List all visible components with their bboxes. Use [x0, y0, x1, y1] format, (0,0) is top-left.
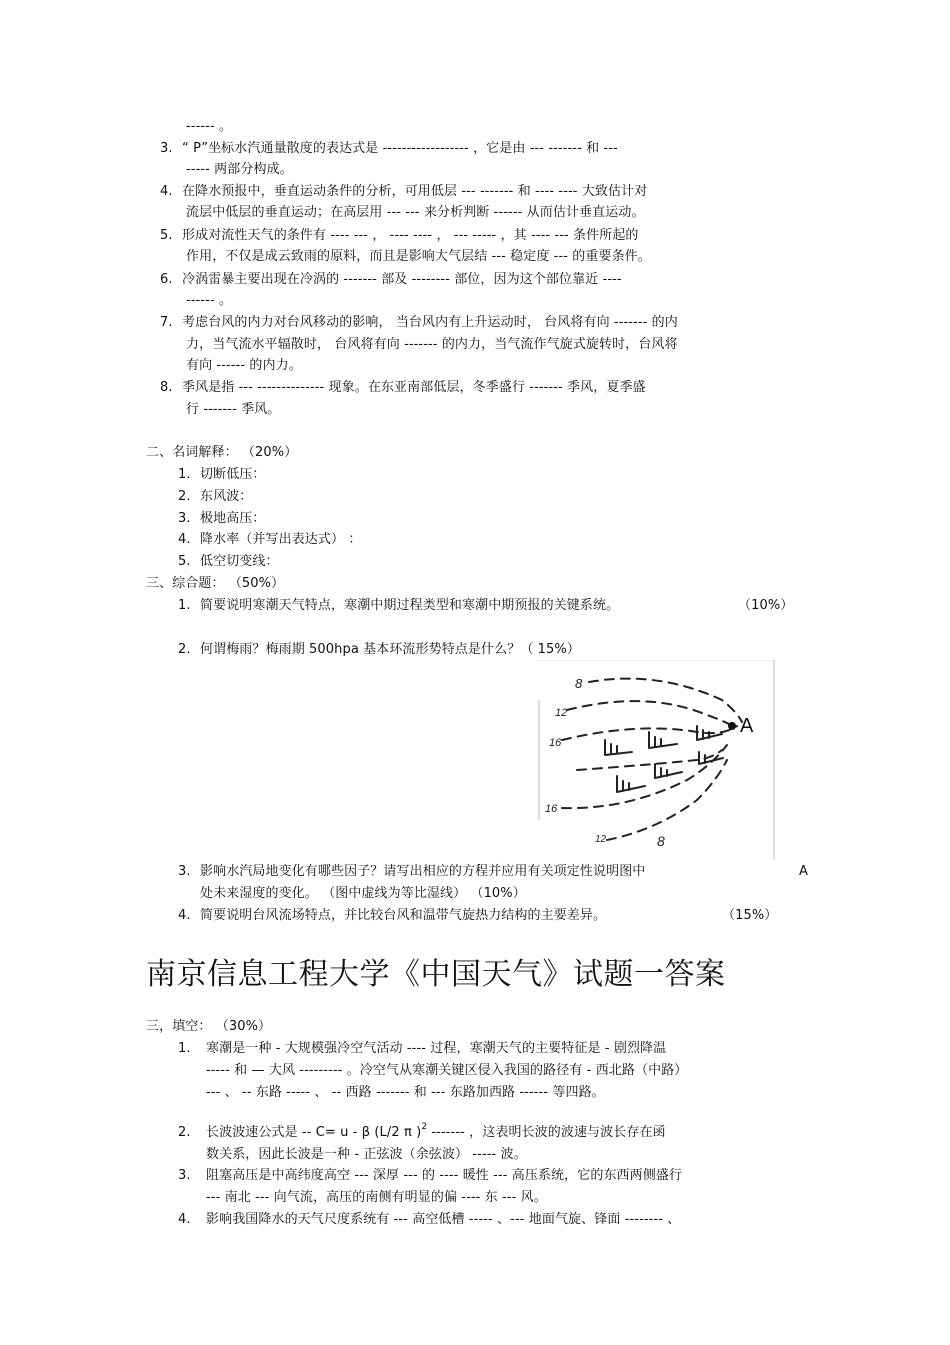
q7-line2: 力，当气流水平辐散时， 台风将有向 ------- 的内力，当气流作气旋式旋转时，台风将 [186, 337, 678, 352]
q5-line2: 作用，不仅是成云致雨的原料，而且是影响大气层结 --- 稳定度 --- 的重要条件。 [186, 249, 651, 264]
isohume-label-upper: 12 [555, 707, 568, 719]
q6-line1: 6. 冷涡雷暴主要出现在冷涡的 ------- 部及 -------- 部位，因为这个部位靠近 ---- [160, 272, 622, 287]
q4-line2: 流层中低层的垂直运动；在高层用 --- --- 来分析判断 ------ 从而估计垂直运动。 [186, 205, 645, 220]
q8-line2: 行 ------- 季风。 [186, 402, 281, 417]
term-5: 5. 低空切变线： [178, 554, 279, 569]
ans4-line1: 4. 影响我国降水的天气尺度系统有 --- 高空低槽 ----- 、--- 地面气旋、锋面 -------- 、 [178, 1212, 681, 1227]
isohume-sketch [537, 660, 775, 860]
ans1-line1: 1. 寒潮是一种 - 大规模强冷空气活动 ---- 过程，寒潮天气的主要特征是 - 剧烈降温 [178, 1041, 667, 1056]
isohume-label-bottom: 8 [657, 833, 665, 849]
comp-q3-line2: 处未来湿度的变化。 （图中虚线为等比湿线） （10%） [200, 886, 526, 901]
section2-heading: 二、名词解释： （20%） [146, 445, 298, 460]
q2-tail-line: ------ 。 [186, 119, 233, 134]
q7-line3: 有向 ------ 的内力。 [186, 358, 302, 373]
ans1-line2: ----- 和 — 大风 --------- 。冷空气从寒潮关键区侵入我国的路径有 - 西北路（中路） [206, 1063, 688, 1078]
q5-line1: 5. 形成对流性天气的条件有 ---- --- ， ---- ---- ， --- ----- ，其 ---- --- 条件所起的 [160, 228, 639, 243]
answer-heading: 三，填空： （30%） [146, 1019, 272, 1034]
point-a-label: A [740, 715, 754, 737]
q8-line1: 8. 季风是指 --- -------------- 现象。在东亚南部低层，冬季盛行 ------- 季风，夏季盛 [160, 380, 646, 395]
comp-q1: 1. 简要说明寒潮天气特点，寒潮中期过程类型和寒潮中期预报的关键系统。 [178, 598, 620, 613]
term-1: 1. 切断低压： [178, 467, 266, 482]
ans2-line2: 数关系，因此长波是一种 - 正弦波（余弦波） ----- 波。 [206, 1147, 527, 1162]
term-3: 3. 极地高压： [178, 511, 266, 526]
wind-barbs [605, 726, 723, 792]
section3-heading: 三、综合题： （50%） [146, 576, 285, 591]
comp-q4-score: （15%） [722, 908, 778, 923]
ans3-line2: --- 南北 --- 向气流，高压的南侧有明显的偏 ---- 东 --- 风。 [206, 1190, 547, 1205]
comp-q3-a: A [799, 864, 808, 879]
q4-line1: 4. 在降水预报中，垂直运动条件的分析，可用低层 --- ------- 和 ---- ---- 大致估计对 [160, 184, 648, 199]
isohume-label-middle: 16 [549, 737, 562, 749]
isohume-label-lower: 16 [545, 803, 558, 815]
q7-line1: 7. 考虑台风的内力对台风移动的影响， 当台风内有上升运动时， 台风将有向 ------- 的内 [160, 315, 678, 330]
term-4: 4. 降水率（并写出表达式） ： [178, 532, 362, 547]
comp-q3-line1: 3. 影响水汽局地变化有哪些因子？请写出相应的方程并应用有关项定性说明图中 [178, 864, 646, 879]
comp-q1-score: （10%） [738, 598, 794, 613]
isohume-figure [537, 660, 775, 860]
comp-q2: 2. 何谓梅雨？梅雨期 500hpa 基本环流形势特点是什么？（ 15%） [178, 642, 580, 657]
answer-title: 南京信息工程大学《中国天气》试题一答案 [146, 957, 726, 992]
isohume-label-top: 8 [575, 676, 583, 691]
q6-line2: ------ 。 [186, 293, 233, 308]
comp-q4: 4. 简要说明台风流场特点，并比较台风和温带气旋热力结构的主要差异。 [178, 908, 607, 923]
ans3-line1: 3. 阻塞高压是中高纬度高空 --- 深厚 --- 的 ---- 暖性 --- 高压系统，它的东西两侧盛行 [178, 1168, 683, 1183]
ans2-line1: 2. 长波波速公式是 -- C= u - β (L/2 π )$^2$ ------- ，这表明长波的波速与波长存在函 [178, 1122, 666, 1140]
isohume-label-bottom-left: 12 [595, 834, 607, 845]
q3-line2: ----- 两部分构成。 [186, 162, 293, 177]
q3-line1: 3. “ P”坐标水汽通量散度的表达式是 ------------------ ，它是由 --- ------- 和 --- [160, 141, 618, 156]
point-a-marker [728, 722, 736, 730]
ans1-line3: --- 、 -- 东路 ----- 、 -- 西路 ------- 和 --- 东路加西路 ------ 等四路。 [206, 1085, 605, 1100]
term-2: 2. 东风波： [178, 489, 253, 504]
